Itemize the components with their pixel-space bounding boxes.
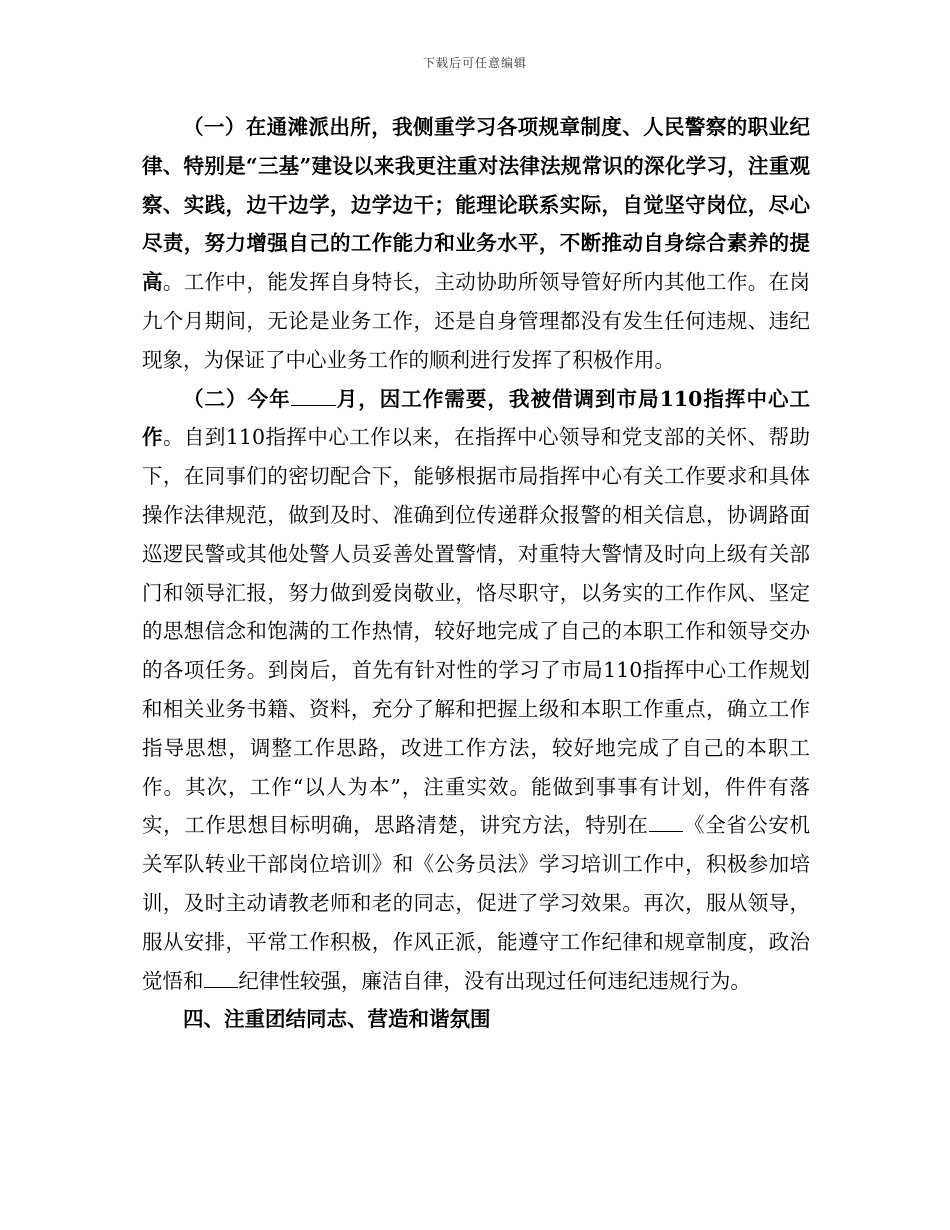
paragraph-two-text-a: 。自到110指挥中心工作以来，在指挥中心领导和党支部的关怀、帮助下，在同事们的密切配合下，能够根据市局指挥中心有关工作要求和具体操作法律规范，做到及时、准确到位传递群众报警的相关信息，协调路面巡逻民警或其他处警人员妥善处置警情，对重特大警情及时向上级有关部门和领导汇报，努力做到爱岗敬业，恪尽职守，以务实的工作作风、坚定的思想信念和饱满的工作热情，较好地完成了自己的本职工作和领导交办的各项任务。到岗后，首先有针对性的学习了市局110指挥中心工作规划和相关业务书籍、资料，充分了解和把握上级和本职工作重点，确立工作指导思想，调整工作思路，改进工作方法，较好地完成了自己的本职工作。其次，工作“以人为本”，注重实效。能做到事事有计划，件件有落实，工作思想目标明确，思路清楚，讲究方法，特别在 [142, 425, 810, 838]
section-four-heading: 四、注重团结同志、营造和谐氛围 [183, 1007, 491, 1032]
paragraph-two-text-b: 《全省公安机关军队转业干部岗位培训》和《公务员法》学习培训工作中，积极参加培训，及时主动请教老师和老的同志，促进了学习效果。再次，服从领导，服从安排，平常工作积极，作风正派，能遵守工作纪律和规章制度，政治觉悟和 [142, 813, 811, 993]
paragraph-one-bold: （一）在通滩派出所，我侧重学习各项规章制度、人民警察的职业纪律、特别是“三基”建设以来我更注重对法律法规常识的深化学习，注重观察、实践，边干边学，边学边干；能理论联系实际，自觉坚守岗位，尽心尽责，努力增强自己的工作能力和业务水平，不断推动自身综合素养的提高 [142, 115, 810, 295]
paragraph-two-text-c: 纪律性较强，廉洁自律，没有出现过任何违纪违规行为。 [238, 968, 751, 993]
paragraph-two [142, 380, 810, 1001]
blank-month [291, 383, 336, 406]
paragraph-one-text: 。工作中，能发挥自身特长，主动协助所领导管好所内其他工作。在岗九个月期间，无论是业务工作，还是自身管理都没有发生任何违规、违纪现象，为保证了中心业务工作的顺利进行发挥了积极作用。 [142, 270, 811, 372]
paragraph-two-bold-end: 月，因工作需要，我被借调到市局110指挥中心工作 [142, 386, 811, 450]
blank-training [649, 810, 684, 833]
document-body [142, 108, 810, 1039]
paragraph-one [142, 108, 810, 380]
blank-discipline [204, 965, 239, 988]
paragraph-two-bold-start: （二）今年 [183, 386, 291, 411]
header-note: 下载后可任意编辑 [422, 56, 527, 70]
